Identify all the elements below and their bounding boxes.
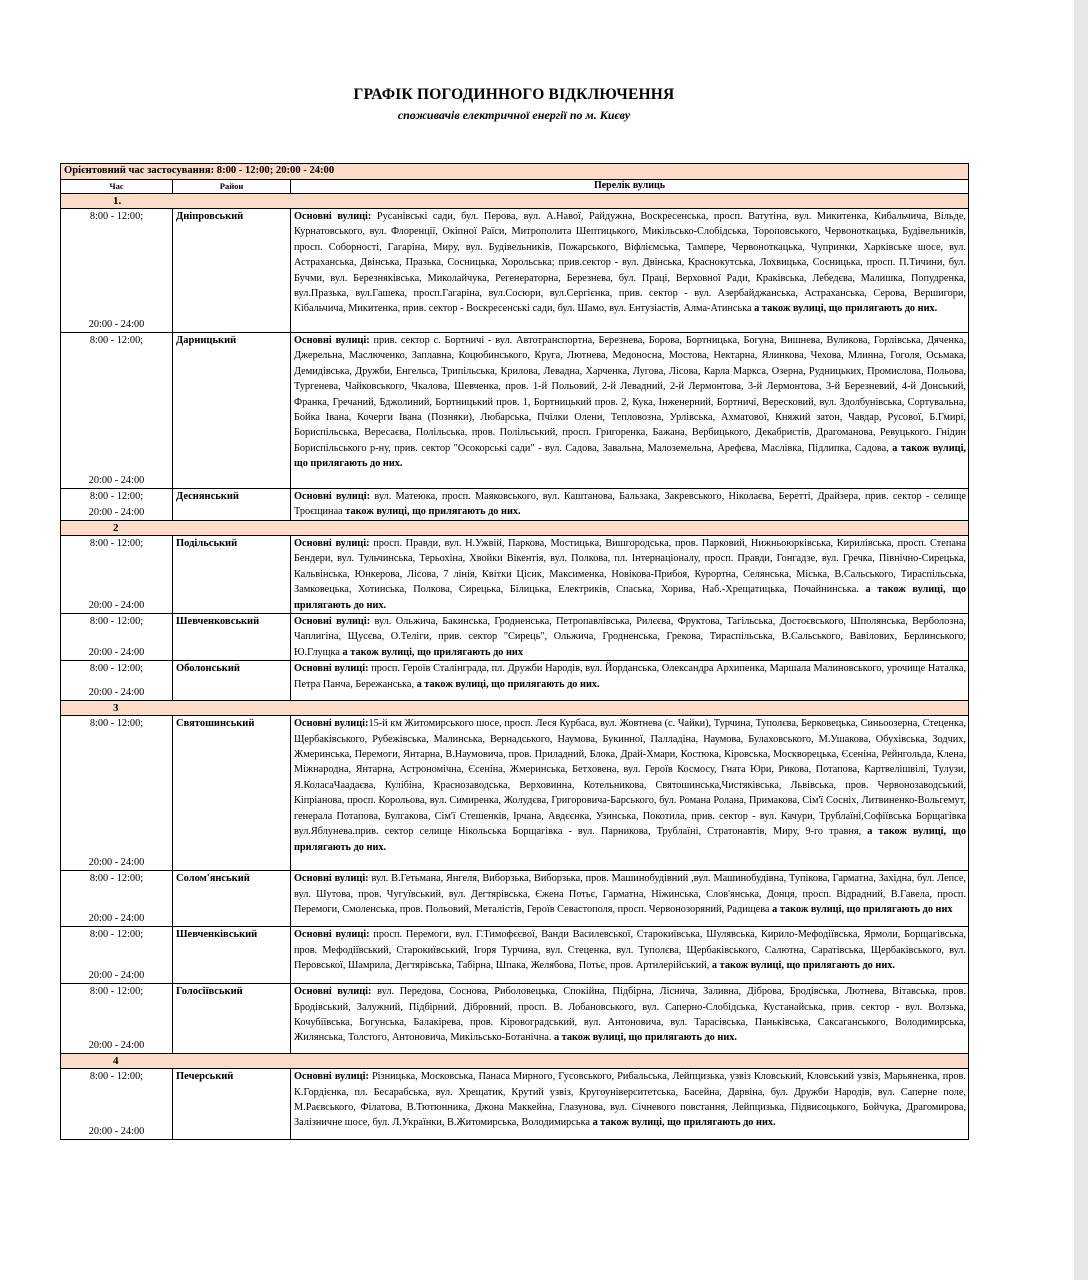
streets-tail: а також вулиці, що прилягають до них. [294,584,967,611]
streets-text: 15-й км Житомирського шосе, просп. Леся Курбаса, вул. Жовтнева (с. Чайки), Турчина, Туполєва, Берковецька, Синьоозерна, Стеценка, Щербаківського, Рубежівська, Малинська, Вернадського, Наумова, Букинної, Палладіна, Наумова, Булаховського, М.Ушакова, Обухівська, Зодчих, Жмеринська, Перемоги, Янтарна, В.Наумовича, пров. Приладний, Блока, Драй-Хмари, Костюка, Кіровська, Москворецька, Єсеніна, Рейнгольда, Клена, Міжнародна, Янтарна, Астрономічна, Єсеніна, Жмеринська, Бетховена, вул. Героїв Космосу, Гната Юри, Рикова, Потапова, Картвелішвілі, Тулузи, Я.КоласаЧаадаєва, Кулібіна, Краснозаводська, Верховинна, Котельникова, Святошинська,Чистяківська, Львівська, пров. Червонозаводський, Кіпріанова, просп. Корольова, вул. Симиренка, Жолудєва, Григоровича-Барського, бул. Романа Ролана, Примакова, Сім'ї Сосніх, Литвиненко-Вольгемут, генерала Потапова, Булгакова, Сім'ї Стешенків, Ірчана, Авдєєнка, Узинська, Покотила, прив. сектор - вул. Качури, Трублаїні,Софіївська Борщагівка вул.Яблунева.прив. сектор селище Нікольська Борщагівка - вул. Парникова, Трублаїні, Стратонавтів, Миру, 9-го травня, [294,718,967,838]
streets-label: Основні вулиці: [294,211,372,222]
district-row [61,716,969,871]
document-subtitle: споживачів електричної енергії по м. Києву [397,108,631,122]
streets-text: вул. Ольжича, Бакинська, Гродненська, Петропавлівська, Рилєєва, Фруктова, Тагільська, Достоєвського, Шполянська, Верболозна, Чаплигіна, Щусєва, О.Теліги, прив. сектор "Сирець", Ольжича, Гродненська, Грекова, Тираспільська, В.Сальського, Вавілових, Берлинського, Ю.Глущка [294,616,967,658]
time-end: 20:00 - 24:00 [88,970,145,982]
district-name: Дарницький [173,333,291,489]
group-number: 1. [61,194,969,209]
group-number: 4 [61,1054,969,1069]
page-edge [1074,0,1088,1280]
streets-label: Основні вулиці: [294,335,370,346]
streets-text: просп. Героїв Сталінграда, пл. Дружби Народів, вул. Йорданська, Олександра Архипенка, Маршала Малиновського, урочище Наталка, Петра Панча, Бережанська, [294,663,966,690]
col-district-header: Район [173,180,291,194]
group-row [61,701,969,716]
time-start: 8:00 - 12:00; [89,538,144,549]
col-time-header: Час [61,180,173,194]
time-start: 8:00 - 12:00; [89,491,144,502]
district-name: Солом'янський [173,871,291,927]
district-row [61,333,969,489]
time-end: 20:00 - 24:00 [88,507,145,518]
time-cell [61,984,173,1054]
streets-tail: а також вулиці, що прилягають до них [339,646,524,658]
district-row [61,927,969,984]
streets-label: Основні вулиці: [294,616,371,628]
streets-label: Основні вулиці: [294,986,372,998]
time-end: 20:00 - 24:00 [88,1040,145,1052]
streets-tail: а також вулиці, що прилягають до них. [414,678,600,690]
time-start: 8:00 - 12:00; [89,986,144,998]
time-end: 20:00 - 24:00 [88,857,145,869]
group-number: 3 [61,701,969,716]
streets-tail: а також вулиці, що прилягають до них. [294,826,967,853]
streets-tail: а також вулиці, що прилягають до них. [590,1117,776,1129]
streets-label: Основні вулиці: [294,929,370,941]
streets-text: Русанівські сади, бул. Перова, вул. А.Навої, Райдужна, Воскресенська, просп. Ватутіна, вул. Микитенка, Кибальчича, Вільде, Курнатовського, вул. Флоренції, Окіпної Раїси, Митрополита Шептицького, Микільсько-Слобідська, Тороповського, Червоноткацька, Будівельників, просп. Соборності, Гагаріна, Миру, вул. Будівельників, Пожарського, Віфліємська, Тампере, Червоноткацька, Чупринки, Харківське шосе, вул. Астраханська, Двінська, Празька, Сосницька, Хорольська; прив.сектор - вул. Двінська, Краснокутська, Лохвицька, Сосницька, просп. П.Тичини, бул. Бучми, вул. Березняківська, Миколайчука, Регенераторна, Березнева, бул. Праці, Верховної Ради, Краківська, Лебедєва, Малишка, Попудренка, вул.Празька, вул.Гашека, просп.Гагаріна, вул.Сосюри, вул.Сергієнка, прив. сектор - вул. Азербайджанська, Астраханська, Серова, Вершигори, Кібальчича, Микитенка, прив. сектор - Воскресенські сади, бул. Шамо, вул. Ентузіастів, Алма-Атинська [294,211,967,315]
col-streets-header: Перелік вулиць [291,180,969,194]
streets-label: Основні вулиці: [294,718,369,730]
time-cell [61,871,173,927]
time-start: 8:00 - 12:00; [89,1071,144,1083]
time-end: 20:00 - 24:00 [88,647,145,659]
street-list [291,1069,969,1140]
time-end: 20:00 - 24:00 [88,1126,145,1138]
time-end: 20:00 - 24:00 [88,600,145,612]
streets-tail: також вулиці, що прилягають до них. [342,506,521,518]
streets-text: прив. сектор с. Бортничі - вул. Автотранспортна, Березнева, Борова, Бортницька, Богуна, Вишнева, Вуликова, Горлівська, Дяченка, Джерельна, Маслюченко, Заплавна, Коцюбинського, Круга, Лютнева, Медоносна, Мостова, Нектарна, Ялинкова, Чехова, Млинна, Гоголя, Осьмака, Демидівська, Дружби, Енгельса, Трипільська, Крилова, Левадна, Харченка, Лугова, Лісова, Карла Маркса, Озерна, Рудницьких, Промислова, Польова, Тургенева, Чайковського, Чкалова, Шевченка, пров. 1-й Польовий, 2-й Левадний, 2-й Лермонтова, 3-й Лермонтова, 3-й Березневий, 4-й Донський, Франка, Гречаний, Бджолиний, Бортницький пров. 1, Бортницький пров. 2, Кука, Інженерний, Бортничі, Вересковий, вул. Здолбунівська, Сортувальна, Бойка Івана, Кочерги Івана (Позняки), Любарська, Пчілки Олени, Тепловозна, Урлівська, Ахматової, Княжий затон, Чавдар, Русової, Б.Гмирі, Бориспільська, Вересаєва, Полільська, пров. Полільський, просп. Григоренка, Бажана, Вербицького, Декабристів, Драгоманова, Ревуцького. Гнідин Бориспільського р-ну, прив. сектор "Осокорські сади" - вул. Садова, Завальна, Малоземельна, Арефєва, Маслівка, Підлипка, Садова, [294,335,967,454]
streets-text: Різницька, Московська, Панаса Мирного, Гусовського, Рибальська, Лейпцизька, узвіз Кловський, Кловський узвіз, Марьяненка, пров. К.Гордієнка, пл. Бесарабська, вул. Хрещатик, Крутий узвіз, Кругоуніверситетська, Басейна, Дарвіна, бул. Дружби Народів, вул. Саперне поле, М.Раєвського, Філатова, В.Тютюнника, Джона Маккейна, Глазунова, вул. Січневого повстання, Лейпцизька, Підвисоцького, Бойчука, Драгомирова, Залізничне шосе, бул. Л.Українки, В.Житомирська, Володимирська [294,1071,967,1129]
district-name: Подільський [173,536,291,614]
district-row [61,1069,969,1140]
district-name: Святошинський [173,716,291,871]
time-start: 8:00 - 12:00; [89,211,144,222]
streets-label: Основні вулиці: [294,663,369,675]
time-end: 20:00 - 24:00 [88,913,145,925]
district-row [61,614,969,661]
street-list [291,871,969,927]
district-name: Шевченківський [173,927,291,984]
district-row [61,871,969,927]
street-list [291,333,969,489]
streets-text: вул. Матеюка, просп. Маяковського, вул. Каштанова, Бальзака, Закревського, Ніколаєва, Беретті, Драйзера, прив. сектор - селище Троєщинаа [294,491,966,518]
streets-tail: а також вулиці, що прилягають до них. [751,303,938,315]
time-header-row [61,164,969,180]
streets-label: Основні вулиці: [294,491,371,502]
street-list [291,927,969,984]
time-header: Орієнтовний час застосування: 8:00 - 12:00; 20:00 - 24:00 [61,164,969,180]
group-number: 2 [61,521,969,536]
time-cell [61,1069,173,1140]
district-row [61,489,969,521]
group-row [61,1054,969,1069]
time-end: 20:00 - 24:00 [88,475,145,486]
time-cell [61,716,173,871]
district-name: Деснянський [173,489,291,521]
time-cell [61,536,173,614]
streets-tail: а також вулиці, що прилягають до них [769,904,953,916]
street-list [291,614,969,661]
district-name: Голосіївський [173,984,291,1054]
time-cell [61,661,173,701]
column-header-row [61,180,969,194]
group-row [61,194,969,209]
streets-label: Основні вулиці: [294,1071,369,1083]
streets-label: Основні вулиці: [294,873,369,885]
street-list [291,209,969,333]
time-start: 8:00 - 12:00; [89,663,144,675]
streets-text: просп. Перемоги, вул. Г.Тимофєєвої, Ванди Василевської, Старокиївська, Шулявська, Кирило-Мефодіївська, Ярмоли, Борщагівська, пров. Мефодіївський, Старокиївський, Ігоря Турчина, вул. Стеценка, вул. Туполєва, Щербаківського, Салютна, Саратівська, Щербаківського, вул. Перовської, Шамрила, Дегтярівська, Табірна, Шпака, Желябова, Потьє, пров. Артилерійський, [294,929,967,972]
street-list [291,536,969,614]
district-row [61,536,969,614]
streets-tail: а також вулиці, що прилягають до них. [294,442,967,470]
time-start: 8:00 - 12:00; [89,718,144,730]
streets-text: вул. В.Гетьмана, Янгеля, Виборзька, Виборзька, пров. Машинобудівний ,вул. Машинобудівна, Тупікова, Гарматна, Західна, бул. Лепсе, вул. Шутова, пров. Чугуївський, вул. Дегтярівська, Єжена Потьє, Гарматна, Ніжинська, Слов'янська, Донця, просп. Відрадний, В.Гавела, просп. Перемоги, Смоленська, пров. Польовий, Металістів, Героїв Севастополя, просп. Червонозоряний, Радищева [294,873,967,916]
time-end: 20:00 - 24:00 [88,319,145,330]
document-title: ГРАФІК ПОГОДИННОГО ВІДКЛЮЧЕННЯ [353,86,675,103]
time-start: 8:00 - 12:00; [89,335,144,346]
street-list [291,489,969,521]
time-start: 8:00 - 12:00; [89,616,144,628]
time-end: 20:00 - 24:00 [88,687,145,699]
time-start: 8:00 - 12:00; [89,929,144,941]
district-name: Печерський [173,1069,291,1140]
district-name: Дніпровський [173,209,291,333]
streets-tail: а також вулиці, що прилягають до них. [709,960,895,972]
streets-label: Основні вулиці: [294,538,370,549]
district-name: Оболонський [173,661,291,701]
streets-text: вул. Передова, Соснова, Риболовецька, Спокійна, Підбірна, Лісничa, Заливна, Діброва, Бродівська, Лютнева, Вітавська, пров. Бродівський, Залужний, Підбірний, Дібровний, просп. В. Лобановського, вул. Саперно-Слобідська, Кустанайська, прив. сектор - вул. Волзька, Кочубіївська, Богунська, Балакірева, пров. Кіровоградський, вул. Антоновича, вул. Тарасівська, Паньківська, Саксаганського, Володимирська, Жилянська, Толстого, Антоновича, Микільсько-Ботанічна. [294,986,967,1044]
time-cell [61,489,173,521]
time-start: 8:00 - 12:00; [89,873,144,885]
street-list [291,661,969,701]
streets-text: просп. Правди, вул. Н.Ужвій, Паркова, Мостицька, Вишгородська, пров. Парковий, Нижньоюрківська, Кирилівська, просп. Степана Бендери, вул. Тульчинська, Терьохіна, Хвойки Вікентія, вул. Полкова, пл. Інтернаціоналу, просп. Правди, Гонгадзе, вул. Гречка, Північно-Сирецька, Кальвінська, Юнкерова, Лісова, 7 лінія, Квітки Цісик, Максименка, Новікова-Прибоя, Курортна, Селянська, Міська, В.Сальського, Тираспільська, Замковецька, Хотинська, Полкова, Сирецька, Білицька, Електриків, Спаська, Хорива, Наб.-Хрещатицька, Почайнинська. [294,538,967,596]
district-name: Шевченковський [173,614,291,661]
time-cell [61,614,173,661]
district-row [61,209,969,333]
district-row [61,984,969,1054]
time-cell [61,333,173,489]
group-row [61,521,969,536]
time-cell [61,927,173,984]
schedule-table [60,163,969,1140]
streets-tail: а також вулиці, що прилягають до них. [551,1032,737,1044]
street-list [291,716,969,871]
street-list [291,984,969,1054]
time-cell [61,209,173,333]
district-row [61,661,969,701]
